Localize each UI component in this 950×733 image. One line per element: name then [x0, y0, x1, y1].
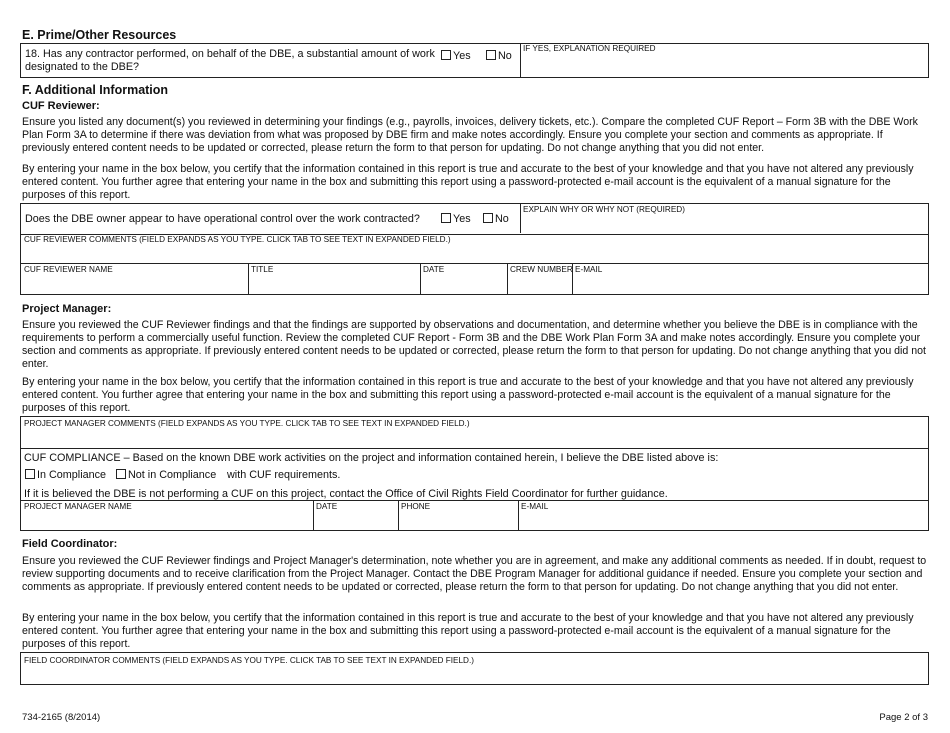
operational-yes-label: Yes — [453, 213, 471, 225]
cuf-reviewer-name-label: CUF REVIEWER NAME — [24, 265, 113, 274]
fc-comments-label: FIELD COORDINATOR COMMENTS (FIELD EXPANDS AS YOU TYPE. CLICK TAB TO SEE TEXT IN EXPANDED FIELD.) — [24, 656, 474, 665]
pm-certification: By entering your name in the box below, you certify that the information contained in this report is true and accurate to the best of your knowledge and that you have not altered any previously entered content. You further agree that entering your name in the box and submitting this report using a password-protected e-mail account is the equivalent of a manual signature for the purposes of this report. — [22, 376, 914, 414]
cuf-reviewer-heading: CUF Reviewer: — [22, 100, 100, 112]
q18-yes-checkbox[interactable] — [441, 50, 451, 60]
cuf-instructions: Ensure you listed any document(s) you reviewed in determining your findings (e.g., payrolls, invoices, delivery tickets, etc.). Compare the completed CUF Report – Form 3B with the DBE Work Plan Form 3A to determine if there was deviation from what was proposed by DBE firm and make notes accordingly. Ensure you complete your section and comments as appropriate. If previously entered content needs to be updated or corrected, please return the form to that person for updating. Do not change anything that you did not enter. — [22, 116, 918, 154]
explain-why-field[interactable] — [521, 215, 928, 234]
in-compliance-checkbox[interactable] — [25, 469, 35, 479]
in-compliance-label: In Compliance — [37, 469, 107, 481]
q18-no-option[interactable] — [486, 50, 512, 62]
not-in-compliance-checkbox[interactable] — [116, 469, 126, 479]
pm-phone-label: PHONE — [401, 502, 431, 511]
cuf-crew-field[interactable] — [508, 275, 571, 295]
cuf-title-label: TITLE — [251, 265, 274, 274]
pm-instructions: Ensure you reviewed the CUF Reviewer findings and that the findings are supported by observations and documentation, and determine whether you believe the DBE is in compliance with the requirements to perform a commercially useful function. Review the completed CUF Report - Form 3B and the DBE Work Plan Form 3A and make notes accordingly. Ensure you complete your section and comments as appropriate. If previously entered content needs to be updated or corrected, please return the form to that person for updating. Do not change anything that you did not enter. — [22, 319, 926, 370]
explain-why-label: EXPLAIN WHY OR WHY NOT (REQUIRED) — [523, 205, 685, 214]
q18-yes-option[interactable] — [441, 50, 471, 62]
page-number: Page 2 of 3 — [879, 712, 928, 723]
field-coordinator-table — [20, 652, 929, 685]
pm-email-label: E-MAIL — [521, 502, 549, 511]
cuf-reviewer-table — [20, 203, 929, 295]
operational-no-label: No — [495, 213, 509, 225]
not-in-compliance-option[interactable] — [116, 469, 216, 481]
cuf-reviewer-name-field[interactable] — [21, 275, 247, 295]
pm-date-label: DATE — [316, 502, 338, 511]
cuf-comments-field[interactable] — [21, 245, 928, 263]
pm-phone-field[interactable] — [399, 512, 517, 531]
cuf-compliance-text: CUF COMPLIANCE – Based on the known DBE work activities on the project and information contained herein, I believe the DBE listed above is: — [24, 452, 719, 464]
project-manager-table — [20, 416, 929, 531]
form-number: 734-2165 (8/2014) — [22, 712, 101, 723]
project-manager-heading: Project Manager: — [22, 303, 112, 315]
section-e-title: E. Prime/Other Resources — [22, 28, 177, 42]
with-cuf-requirements-text: with CUF requirements. — [227, 469, 341, 481]
pm-comments-field[interactable] — [21, 429, 928, 448]
q18-explain-field[interactable] — [521, 54, 928, 77]
q18-yes-label: Yes — [453, 50, 471, 62]
in-compliance-option[interactable] — [25, 469, 106, 481]
cuf-title-field[interactable] — [249, 275, 419, 295]
pm-comments-label: PROJECT MANAGER COMMENTS (FIELD EXPANDS AS YOU TYPE. CLICK TAB TO SEE TEXT IN EXPANDED FIELD.) — [24, 419, 470, 428]
pm-email-field[interactable] — [519, 512, 928, 531]
operational-no-checkbox[interactable] — [483, 213, 493, 223]
pm-name-field[interactable] — [21, 512, 312, 531]
cuf-email-field[interactable] — [573, 275, 928, 295]
cuf-guidance-text: If it is believed the DBE is not performing a CUF on this project, contact the Office of Civil Rights Field Coordinator for further guidance. — [24, 488, 668, 500]
divider — [21, 448, 928, 449]
cuf-certification: By entering your name in the box below, you certify that the information contained in this report is true and accurate to the best of your knowledge and that you have not altered any previously entered content. You further agree that entering your name in the box and submitting this report using a password-protected e-mail account is the equivalent of a manual signature for the purposes of this report. — [22, 163, 914, 201]
section-f-title: F. Additional Information — [22, 83, 169, 97]
q18-explain-label: IF YES, EXPLANATION REQUIRED — [523, 44, 656, 53]
cuf-email-label: E-MAIL — [575, 265, 603, 274]
pm-date-field[interactable] — [314, 512, 397, 531]
operational-no-option[interactable] — [483, 213, 509, 225]
cuf-comments-label: CUF REVIEWER COMMENTS (FIELD EXPANDS AS YOU TYPE. CLICK TAB TO SEE TEXT IN EXPANDED FIELD.) — [24, 235, 451, 244]
q18-row — [20, 44, 929, 78]
q18-text: 18. Has any contractor performed, on behalf of the DBE, a substantial amount of work designated to the DBE? — [25, 48, 435, 73]
field-coordinator-heading: Field Coordinator: — [22, 538, 118, 550]
pm-name-label: PROJECT MANAGER NAME — [24, 502, 132, 511]
q18-no-checkbox[interactable] — [486, 50, 496, 60]
operational-yes-checkbox[interactable] — [441, 213, 451, 223]
operational-control-question: Does the DBE owner appear to have operational control over the work contracted? — [25, 213, 420, 225]
fc-certification: By entering your name in the box below, you certify that the information contained in this report is true and accurate to the best of your knowledge and that you have not altered any previously entered content. You further agree that entering your name in the box and submitting this report using a password-protected e-mail account is the equivalent of a manual signature for the purposes of this report. — [22, 612, 914, 650]
cuf-date-label: DATE — [423, 265, 445, 274]
not-in-compliance-label: Not in Compliance — [128, 469, 217, 481]
operational-yes-option[interactable] — [441, 213, 471, 225]
q18-no-label: No — [498, 50, 512, 62]
cuf-date-field[interactable] — [421, 275, 506, 295]
fc-comments-field[interactable] — [21, 666, 928, 684]
cuf-crew-label: CREW NUMBER — [510, 265, 573, 274]
divider — [21, 263, 928, 264]
fc-instructions: Ensure you reviewed the CUF Reviewer findings and Project Manager's determination, note whether you are in agreement, and make any additional comments as needed. If in doubt, request to review supporting documents and to receive clarification from the Project Manager. Contact the DBE Program Manager for additional guidance if needed. Ensure you complete your section and comments as appropriate. If previously entered content needs to be updated or corrected, please return the form to that person for updating. Do not change anything that you did not enter. — [22, 555, 927, 593]
